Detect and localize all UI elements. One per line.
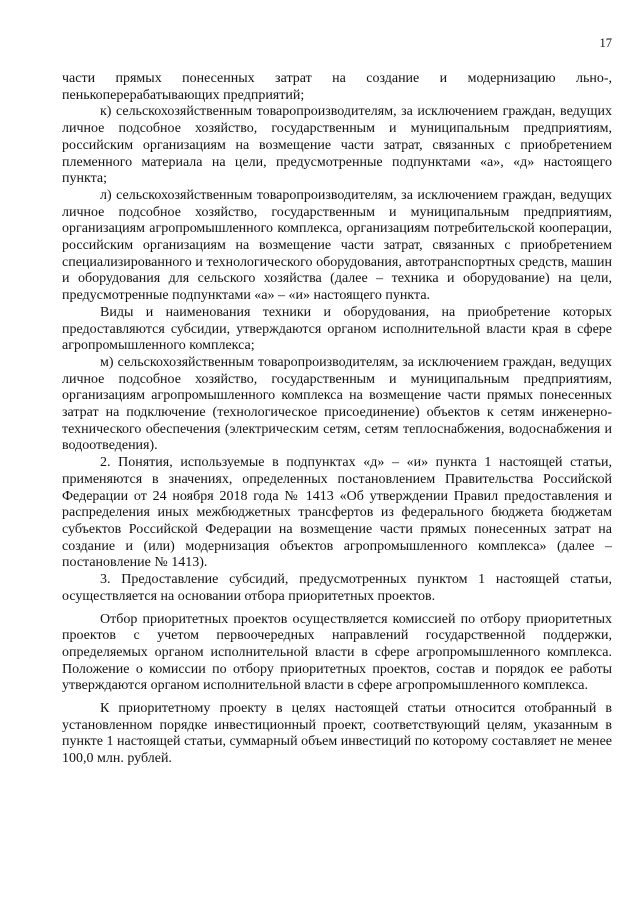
paragraph-subitem-m: м) сельскохозяйственным товаропроизводителям, за исключением граждан, ведущих личное подсобное хозяйство, государственным и муниципальным предприятиям, организациям агропромышленного комплекса на возмещение части прямых понесенных затрат на подключение (технологическое присоединение) объектов к сетям инженерно-технического обеспечения (электрическим сетям, сетям теплоснабжения, водоснабжения и водоотведения). (62, 354, 612, 454)
paragraph-priority-project: К приоритетному проекту в целях настоящей статьи относится отобранный в установленном порядке инвестиционный проект, соответствующий целям, указанным в пункте 1 настоящей статьи, суммарный объем инвестиций по которому составляет не менее 100,0 млн. рублей. (62, 701, 612, 767)
paragraph-continuation: части прямых понесенных затрат на создание и модернизацию льно-, пенькоперерабатывающих предприятий; (62, 71, 612, 103)
paragraph-subitem-l: л) сельскохозяйственным товаропроизводителям, за исключением граждан, ведущих личное подсобное хозяйство, государственным и муниципальным предприятиям, организациям агропромышленного комплекса, организациям потребительской кооперации, российским организациям на возмещение части затрат, связанных с приобретением специализированного и технологического оборудования, автотранспортных средств, машин и оборудования для сельского хозяйства (далее – техника и оборудование) на цели, предусмотренные подпунктами «а» – «и» настоящего пункта. (62, 187, 612, 304)
paragraph-selection-commission: Отбор приоритетных проектов осуществляется комиссией по отбору приоритетных проектов с учетом первоочередных направлений государственной поддержки, определяемых органом исполнительной власти в сфере агропромышленного комплекса. Положение о комиссии по отбору приоритетных проектов, состав и порядок ее работы утверждаются органом исполнительной власти в сфере агропромышленного комплекса. (62, 611, 612, 694)
paragraph-clause-2: 2. Понятия, используемые в подпунктах «д» – «и» пункта 1 настоящей статьи, применяются в значениях, определенных постановлением Правительства Российской Федерации от 24 ноября 2018 года № 1413 «Об утверждении Правил предоставления и распределения иных межбюджетных трансфертов из федерального бюджета бюджетам субъектов Российской Федерации на возмещение части прямых понесенных затрат на создание и (или) модернизация объектов агропромышленного комплекса» (далее – постановление № 1413). (62, 455, 612, 571)
page-number: 17 (599, 36, 612, 50)
paragraph-equipment-types: Виды и наименования техники и оборудования, на приобретение которых предоставляются субсидии, утверждаются органом исполнительной власти края в сфере агропромышленного комплекса; (62, 304, 612, 354)
document-body (62, 71, 612, 768)
paragraph-clause-3: 3. Предоставление субсидий, предусмотренных пунктом 1 настоящей статьи, осуществляется на основании отбора приоритетных проектов. (62, 572, 612, 604)
paragraph-subitem-k: к) сельскохозяйственным товаропроизводителям, за исключением граждан, ведущих личное подсобное хозяйство, государственным и муниципальным предприятиям, российским организациям на возмещение части затрат, связанных с приобретением племенного материала на цели, предусмотренные подпунктами «а», «д» настоящего пункта; (62, 104, 612, 187)
